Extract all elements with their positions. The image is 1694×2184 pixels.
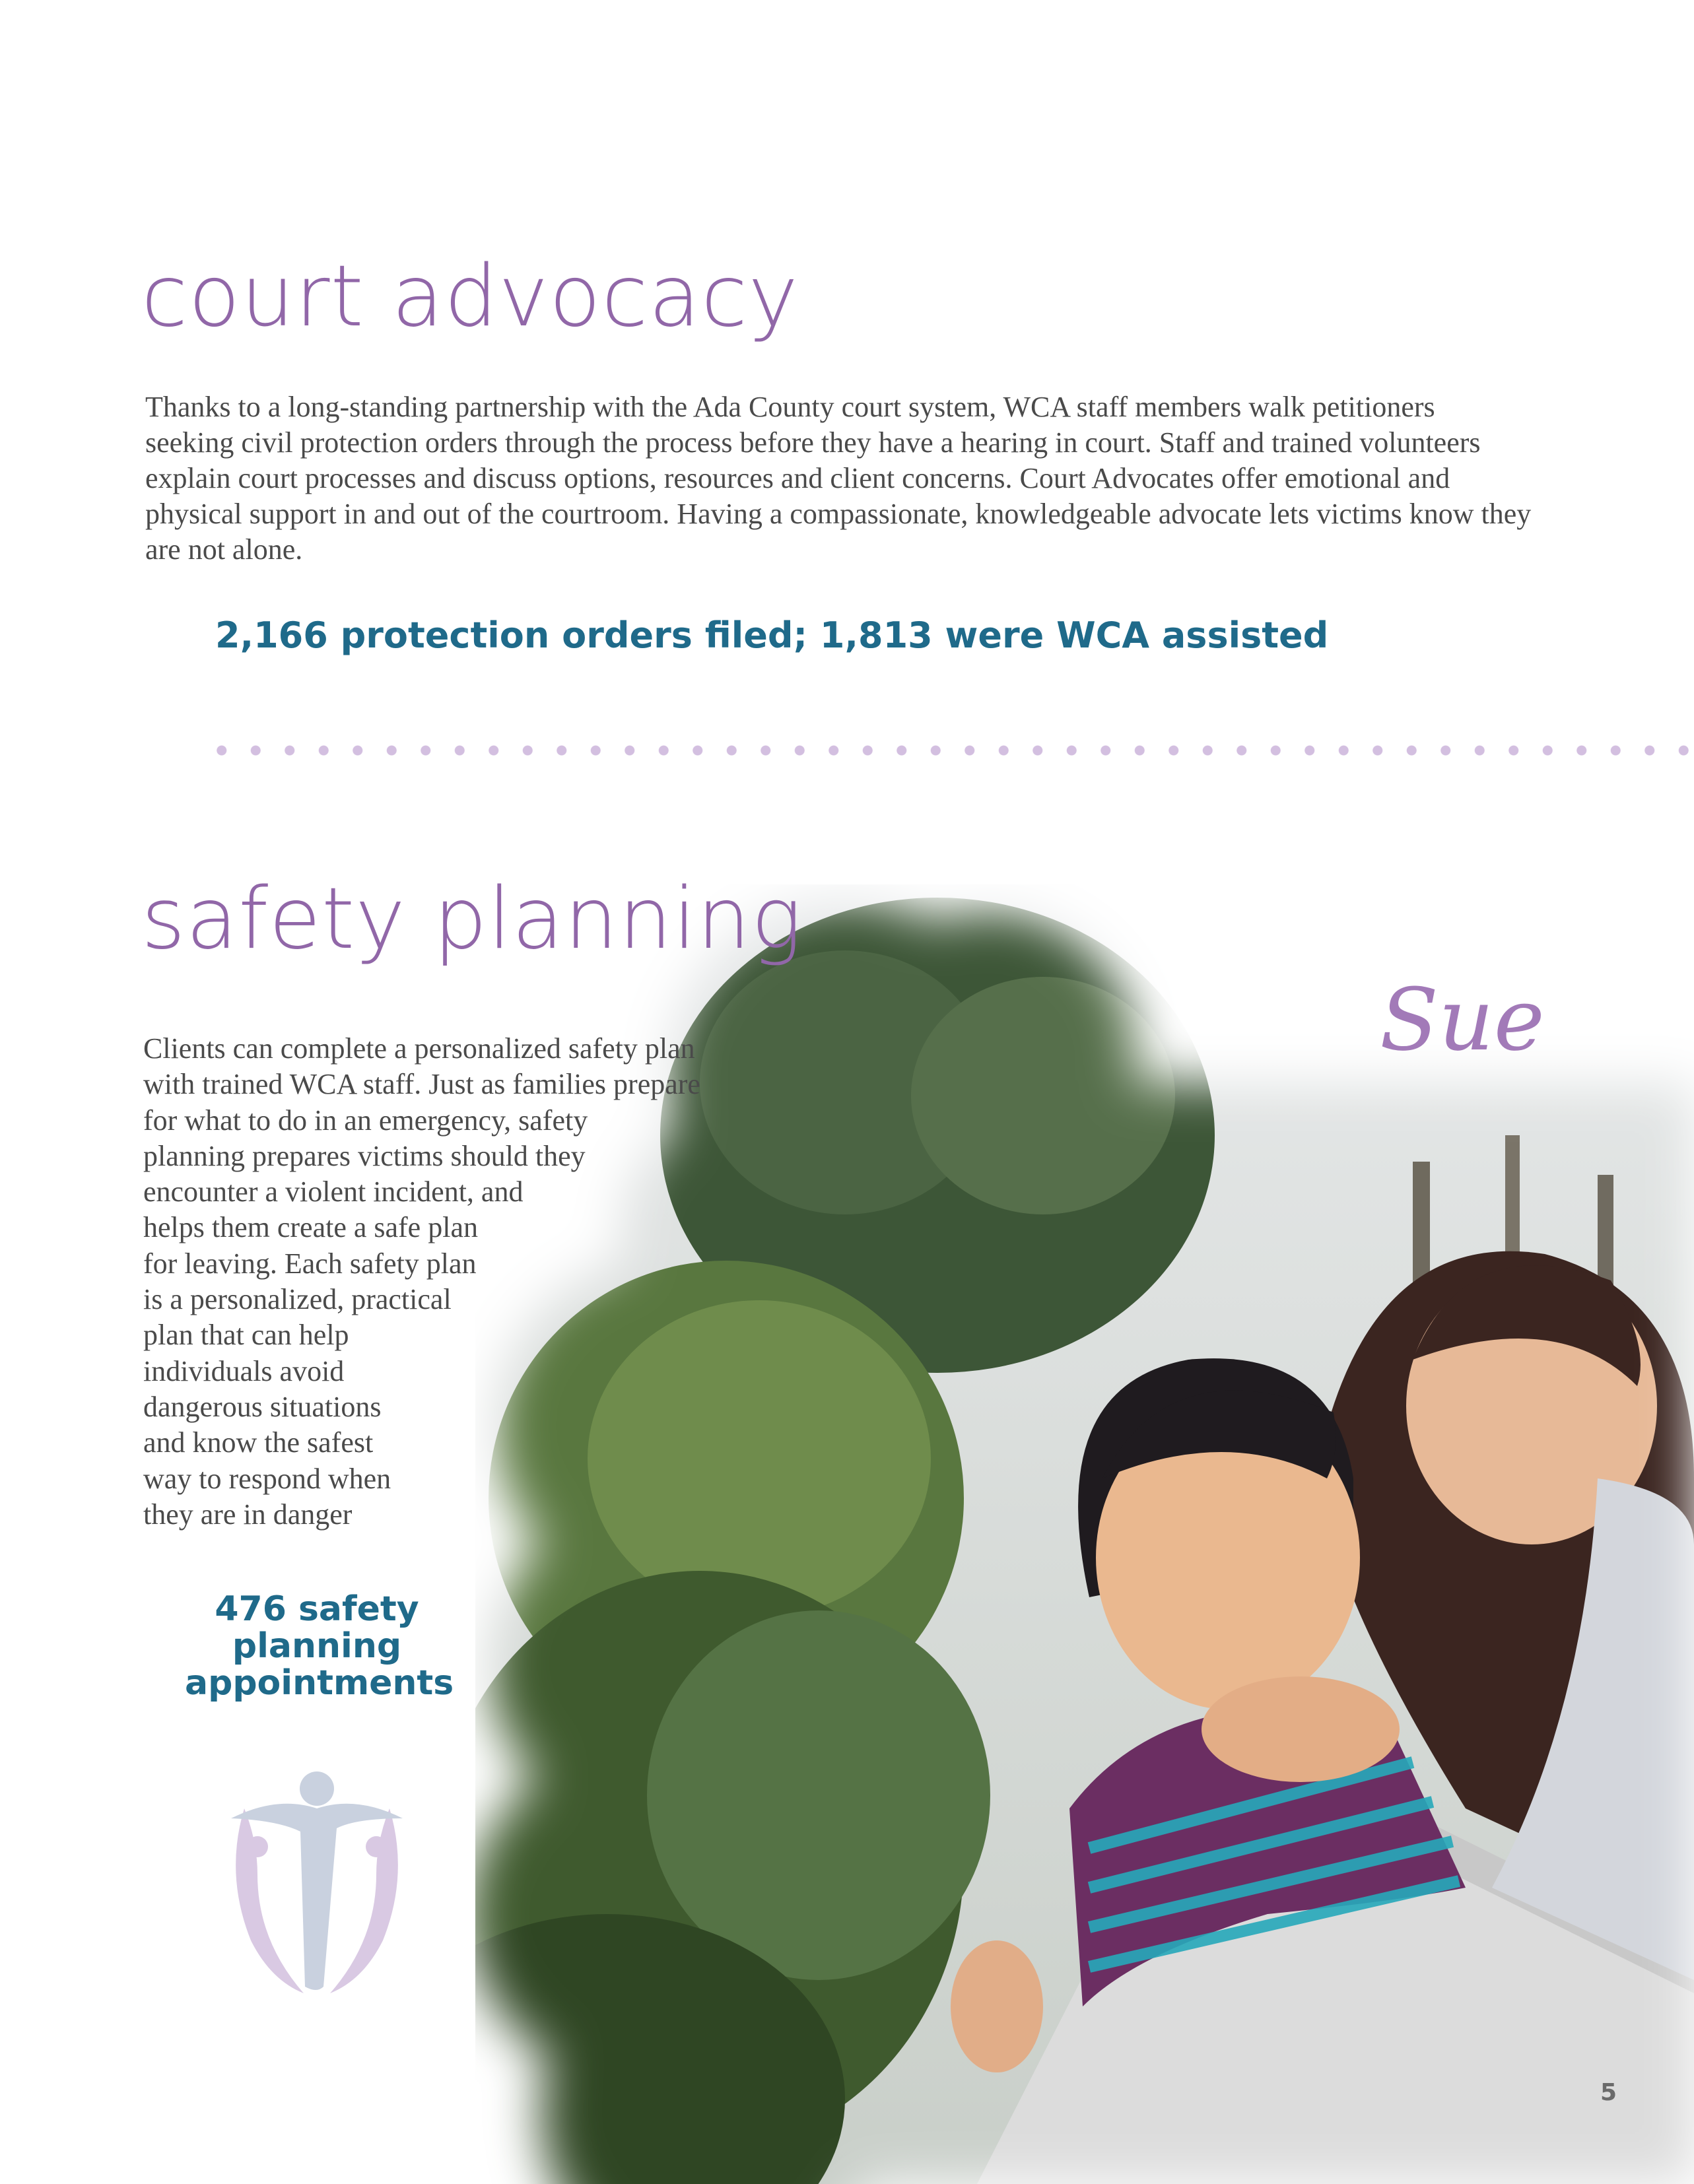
safety-body-line: is a personalized, practical [143,1283,452,1316]
safety-stat-line: appointments [185,1663,454,1703]
court-advocacy-paragraph [145,389,1598,568]
safety-body-line: Clients can complete a personalized safety plan [143,1032,695,1065]
safety-planning-stat [185,1589,454,1703]
safety-body-line: for leaving. Each safety plan [143,1247,477,1280]
safety-planning-heading: safety planning [141,870,803,968]
stat-number-filed: 2,166 [215,614,328,656]
court-body-line: seeking civil protection orders through the process before they have a hearing in court. Staff and trained volunteers [145,426,1481,459]
stat-number-appointments: 476 [215,1589,287,1629]
safety-stat-line [185,1591,449,1628]
court-advocacy-heading: court advocacy [141,248,799,346]
court-advocacy-stat [215,612,1328,659]
safety-body-line: and know the safest [143,1426,374,1459]
safety-planning-paragraph [143,1031,700,1533]
dotted-divider [205,744,1694,757]
safety-body-line: individuals avoid [143,1354,345,1387]
court-body-line: Thanks to a long-standing partnership with the Ada County court system, WCA staff members walk petitioners [145,391,1435,423]
safety-body-line: encounter a violent incident, and [143,1175,524,1208]
safety-body-line: plan that can help [143,1319,349,1352]
stat-text: safety [286,1589,419,1629]
safety-body-line: planning prepares victims should they [143,1139,586,1172]
safety-stat-line: planning [232,1626,402,1666]
safety-body-line: with trained WCA staff. Just as families prepare [143,1068,700,1101]
page-number: 5 [1600,2079,1617,2106]
court-body-line: physical support in and out of the courtroom. Having a compassionate, knowledgeable advocate lets victims know they [145,498,1532,530]
signature-sue: Sue [1380,970,1545,1070]
safety-body-line: helps them create a safe plan [143,1211,478,1244]
stat-text: were WCA assisted [932,614,1329,656]
safety-body-line: way to respond when [143,1462,391,1495]
court-body-line: explain court processes and discuss options, resources and client concerns. Court Advocates offer emotional and [145,462,1450,494]
safety-body-line: they are in danger [143,1498,353,1531]
wca-figures-logo [218,1769,416,2000]
stat-text: protection orders filed; [327,614,820,656]
court-body-line: are not alone. [145,533,303,566]
safety-body-line: dangerous situations [143,1390,382,1423]
safety-body-line: for what to do in an emergency, safety [143,1104,588,1137]
stat-number-assisted: 1,813 [819,614,933,656]
